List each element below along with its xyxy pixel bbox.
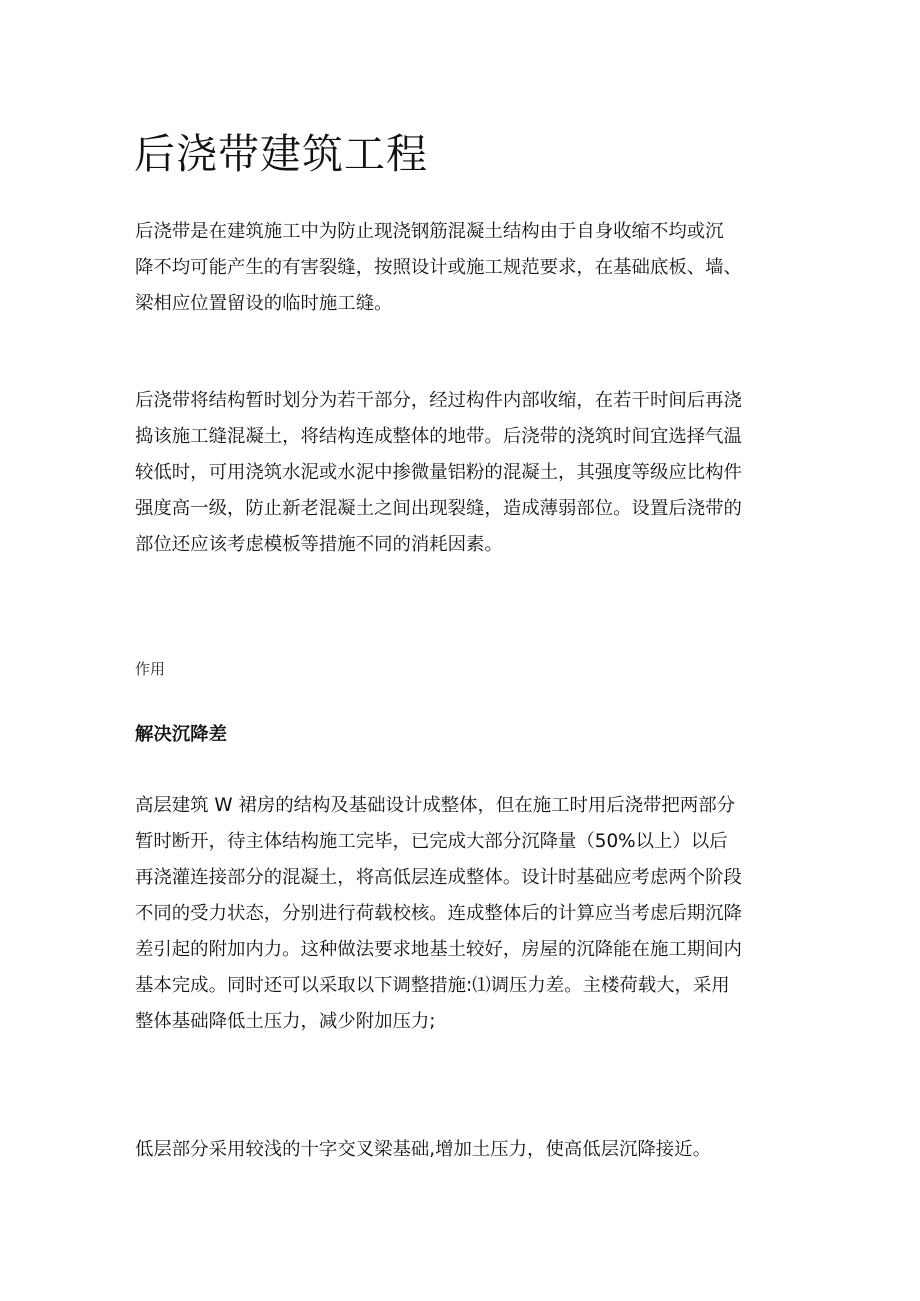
text-line: 高层建筑 W 裙房的结构及基础设计成整体，但在施工时用后浇带把两部分 bbox=[135, 795, 735, 816]
text-line: 捣该施工缝混凝土，将结构连成整体的地带。后浇带的浇筑时间宜选择气温 bbox=[135, 426, 742, 447]
paragraph-description bbox=[135, 383, 795, 563]
section-label: 作用 bbox=[135, 660, 166, 678]
text-line: 强度高一级，防止新老混凝土之间出现裂缝，造成薄弱部位。设置后浇带的 bbox=[135, 498, 742, 519]
document-title: 后浇带建筑工程 bbox=[134, 130, 428, 178]
text-line: 不同的受力状态，分别进行荷载校核。连成整体后的计算应当考虑后期沉降 bbox=[135, 903, 742, 924]
text-line: 差引起的附加内力。这种做法要求地基土较好，房屋的沉降能在施工期间内 bbox=[135, 939, 742, 960]
paragraph-low-rise bbox=[135, 1132, 795, 1168]
text-line: 降不均可能产生的有害裂缝，按照设计或施工规范要求，在基础底板、墙、 bbox=[135, 257, 742, 278]
text-line: 部位还应该考虑模板等措施不同的消耗因素。 bbox=[135, 534, 503, 555]
paragraph-settlement bbox=[135, 788, 795, 1040]
paragraph-definition bbox=[135, 214, 795, 322]
text-line: 基本完成。同时还可以采取以下调整措施:⑴调压力差。主楼荷载大，采用 bbox=[135, 975, 730, 996]
text-line: 梁相应位置留设的临时施工缝。 bbox=[135, 293, 393, 314]
text-line: 较低时，可用浇筑水泥或水泥中掺微量铝粉的混凝土，其强度等级应比构件 bbox=[135, 462, 742, 483]
text-line: 低层部分采用较浅的十字交叉梁基础,增加土压力，使高低层沉降接近。 bbox=[135, 1139, 711, 1160]
text-line: 整体基础降低土压力，减少附加压力; bbox=[135, 1011, 436, 1032]
text-line: 后浇带是在建筑施工中为防止现浇钢筋混凝土结构由于自身收缩不均或沉 bbox=[135, 221, 724, 242]
section-heading: 解决沉降差 bbox=[135, 724, 227, 745]
text-line: 后浇带将结构暂时划分为若干部分，经过构件内部收缩，在若干时间后再浇 bbox=[135, 390, 742, 411]
text-line: 再浇灌连接部分的混凝土，将高低层连成整体。设计时基础应考虑两个阶段 bbox=[135, 867, 742, 888]
text-line: 暂时断开，待主体结构施工完毕，已完成大部分沉降量（50%以上）以后 bbox=[135, 831, 728, 852]
